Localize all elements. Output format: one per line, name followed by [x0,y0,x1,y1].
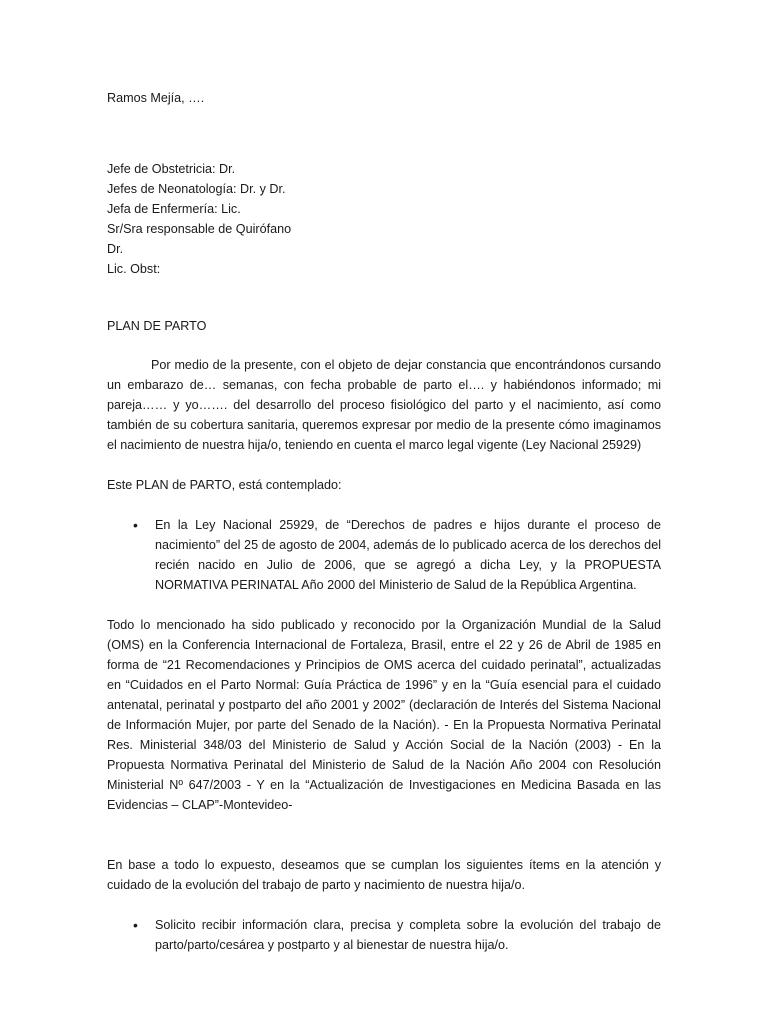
request-bullet-item [107,915,661,955]
plan-statement: Este PLAN de PARTO, está contemplado: [107,478,342,492]
recipient-line: Jefes de Neonatología: Dr. y Dr. [107,182,286,196]
place-line: Ramos Mejía, …. [107,91,205,105]
oms-paragraph: Todo lo mencionado ha sido publicado y reconocido por la Organización Mundial de la Salud (OMS) en la Conferencia Internacional de Fortaleza, Brasil, entre el 22 y 26 de Abril de 1985 en forma de “21 Recomendaciones y Principios de OMS acerca del cuidado perinatal”, actualizadas en “Cuidados en el Parto Normal: Guía Práctica de 1996” y en la “Guía esencial para el cuidado antenatal, perinatal y postparto del año 2001 y 2002” (declaración de Interés del Sistema Nacional de Información Mujer, por parte del Senado de la Nación). - En la Propuesta Normativa Perinatal Res. Ministerial 348/03 del Ministerio de Salud y Acción Social de la Nación (2003) - En la Propuesta Normativa Perinatal del Ministerio de Salud de la Nación Año 2004 con Resolución Ministerial Nº 647/2003 - Y en la “Actualización de Investigaciones en Medicina Basada en las Evidencias – CLAP”-Montevideo- [107,618,661,812]
recipient-line: Jefa de Enfermería: Lic. [107,202,241,216]
request-intro: En base a todo lo expuesto, deseamos que se cumplan los siguientes ítems en la atención y cuidado de la evolución del trabajo de parto y nacimiento de nuestra hija/o. [107,858,661,892]
bullet-icon: • [133,917,138,933]
recipient-line: Jefe de Obstetricia: Dr. [107,162,236,176]
recipient-line: Lic. Obst: [107,262,161,276]
legal-bullet-text: En la Ley Nacional 25929, de “Derechos de padres e hijos durante el proceso de nacimiento” del 25 de agosto de 2004, además de lo publicado acerca de los derechos del recién nacido en Julio de 2006, que se agregó a dicha Ley, y la PROPUESTA NORMATIVA PERINATAL Año 2000 del Ministerio de Salud de la República Argentina. [155,518,661,592]
intro-paragraph: Por medio de la presente, con el objeto de dejar constancia que encontrándonos cursando un embarazo de… semanas, con fecha probable de parto el…. y habiéndonos informado; mi pareja…… y yo……. del desarrollo del proceso fisiológico del parto y el nacimiento, así como también de su cobertura sanitaria, queremos expresar por medio de la presente cómo imaginamos el nacimiento de nuestra hija/o, teniendo en cuenta el marco legal vigente (Ley Nacional 25929) [107,358,661,452]
bullet-icon: • [133,517,138,533]
document-title: PLAN DE PARTO [107,319,207,333]
recipient-line: Dr. [107,242,124,256]
request-bullet-text: Solicito recibir información clara, precisa y completa sobre la evolución del trabajo de parto/parto/cesárea y postparto y al bienestar de nuestra hija/o. [155,918,661,952]
legal-bullet-item [107,515,661,595]
recipient-line: Sr/Sra responsable de Quirófano [107,222,292,236]
recipients-block [107,159,661,279]
document-body [107,88,661,955]
